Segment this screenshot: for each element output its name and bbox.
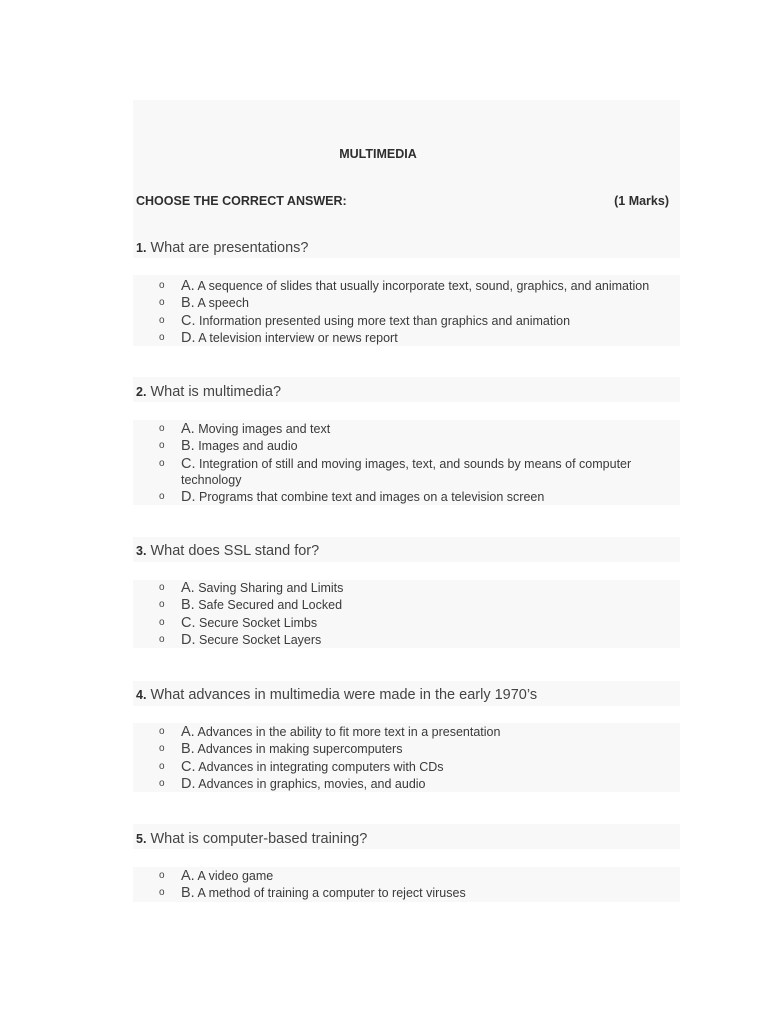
option-list-2	[133, 421, 680, 507]
question-3	[136, 543, 319, 559]
option-list-1	[133, 278, 680, 348]
option-list-3	[133, 580, 680, 650]
document-title: MULTIMEDIA	[339, 147, 417, 161]
bullet-icon: o	[159, 634, 165, 646]
option-5b[interactable]: o B. A method of training a computer to reject viruses	[159, 885, 466, 902]
question-5	[136, 831, 367, 847]
bullet-icon: o	[159, 726, 165, 737]
bullet-icon: o	[159, 743, 165, 755]
bullet-icon: o	[159, 887, 165, 899]
bullet-icon: o	[159, 616, 165, 628]
bullet-icon: o	[159, 423, 165, 434]
header-block	[133, 100, 680, 258]
option-1a[interactable]: o A. A sequence of slides that usually incorporate text, sound, graphics, and animation	[159, 278, 650, 294]
question-number: 3.	[136, 544, 147, 558]
question-text: What are presentations?	[150, 240, 309, 256]
bullet-icon: o	[159, 870, 165, 881]
question-2	[136, 384, 281, 400]
option-3a[interactable]: o A. Saving Sharing and Limits	[159, 580, 344, 596]
option-2c[interactable]: o C. Integration of still and moving images, text, and sounds by means of computer technology	[159, 455, 632, 487]
question-1	[136, 240, 308, 256]
question-number: 1.	[136, 241, 147, 255]
option-4d[interactable]: o D. Advances in graphics, movies, and audio	[159, 776, 426, 793]
option-2d[interactable]: o D. Programs that combine text and images on a television screen	[159, 489, 545, 506]
option-4c[interactable]: o C. Advances in integrating computers with CDs	[159, 758, 444, 775]
bullet-icon: o	[159, 491, 165, 503]
question-number: 4.	[136, 688, 147, 702]
question-number: 5.	[136, 832, 147, 846]
option-2a[interactable]: o A. Moving images and text	[159, 421, 331, 437]
bullet-icon: o	[159, 280, 165, 291]
marks-label: (1 Marks)	[614, 194, 669, 208]
option-5a[interactable]: o A. A video game	[159, 868, 274, 884]
option-1c[interactable]: o C. Information presented using more text than graphics and animation	[159, 312, 571, 329]
bullet-icon: o	[159, 457, 165, 469]
option-3d[interactable]: o D. Secure Socket Layers	[159, 632, 322, 649]
bullet-icon: o	[159, 599, 165, 611]
bullet-icon: o	[159, 314, 165, 326]
bullet-icon: o	[159, 582, 165, 593]
instruction-text: CHOOSE THE CORRECT ANSWER:	[136, 194, 347, 208]
question-text: What does SSL stand for?	[150, 543, 320, 559]
bullet-icon: o	[159, 332, 165, 344]
question-text: What advances in multimedia were made in the early 1970’s	[150, 687, 538, 703]
option-1d[interactable]: o D. A television interview or news report	[159, 330, 398, 347]
bullet-icon: o	[159, 297, 165, 309]
option-2b[interactable]: o B. Images and audio	[159, 438, 298, 455]
question-text: What is multimedia?	[150, 384, 282, 400]
question-text: What is computer-based training?	[150, 831, 368, 847]
option-4b[interactable]: o B. Advances in making supercomputers	[159, 741, 403, 758]
option-list-5	[133, 868, 680, 903]
option-3b[interactable]: o B. Safe Secured and Locked	[159, 597, 343, 614]
option-list-4	[133, 724, 680, 794]
option-4a[interactable]: o A. Advances in the ability to fit more text in a presentation	[159, 724, 501, 740]
bullet-icon: o	[159, 760, 165, 772]
option-3c[interactable]: o C. Secure Socket Limbs	[159, 614, 318, 631]
question-number: 2.	[136, 385, 147, 399]
bullet-icon: o	[159, 778, 165, 790]
option-1b[interactable]: o B. A speech	[159, 295, 249, 312]
question-4	[136, 687, 537, 703]
bullet-icon: o	[159, 440, 165, 452]
